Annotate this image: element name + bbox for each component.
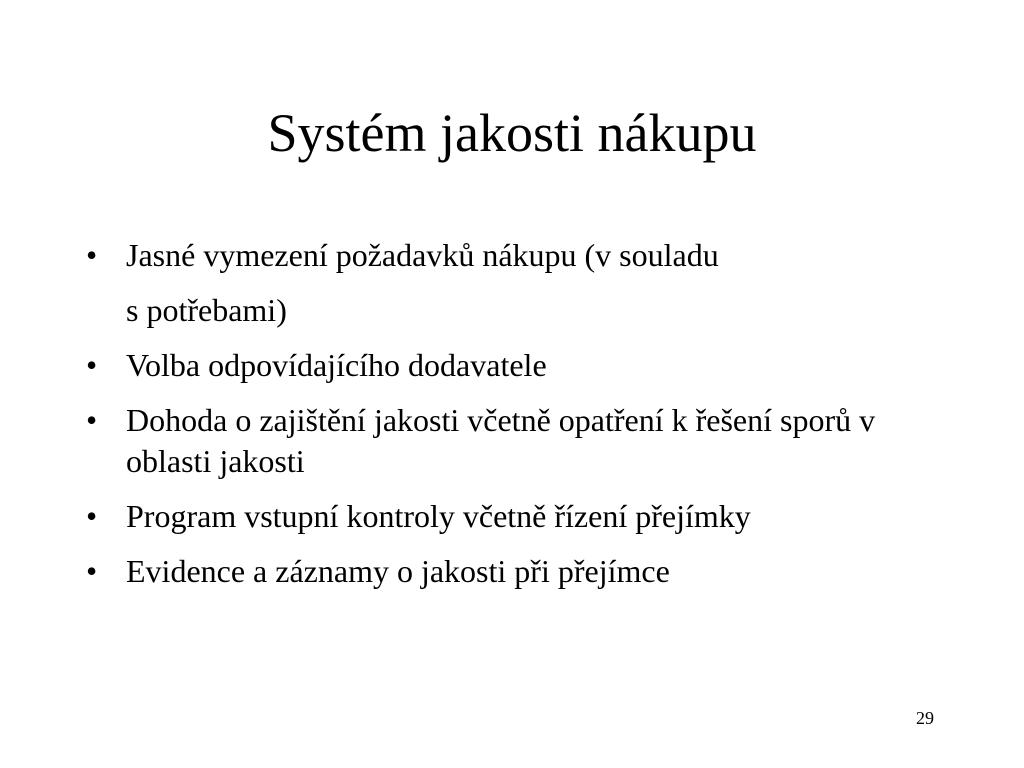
bullet-item xyxy=(86,489,966,544)
bullet-icon: • xyxy=(86,237,98,273)
bullet-text: Program vstupní kontroly včetně řízení přejímky xyxy=(126,498,751,534)
page-number: 29 xyxy=(916,708,934,728)
bullet-item xyxy=(86,393,966,489)
bullet-icon: • xyxy=(86,402,98,438)
bullet-item xyxy=(86,338,966,393)
bullet-icon: • xyxy=(86,553,98,589)
bullet-continuation: s potřebami) xyxy=(126,292,287,328)
bullet-text: Evidence a záznamy o jakosti při přejímce xyxy=(126,553,670,589)
bullet-icon: • xyxy=(86,498,98,534)
bullet-icon: • xyxy=(86,347,98,383)
slide-title: Systém jakosti nákupu xyxy=(267,103,757,163)
bullet-text: Jasné vymezení požadavků nákupu (v souladu xyxy=(126,237,719,273)
bullet-item xyxy=(86,544,966,599)
bullet-text: Volba odpovídajícího dodavatele xyxy=(126,347,547,383)
bullet-list xyxy=(86,228,966,599)
bullet-item xyxy=(86,228,966,283)
bullet-text: Dohoda o zajištění jakosti včetně opatření k řešení sporů v oblasti jakosti xyxy=(126,402,876,479)
